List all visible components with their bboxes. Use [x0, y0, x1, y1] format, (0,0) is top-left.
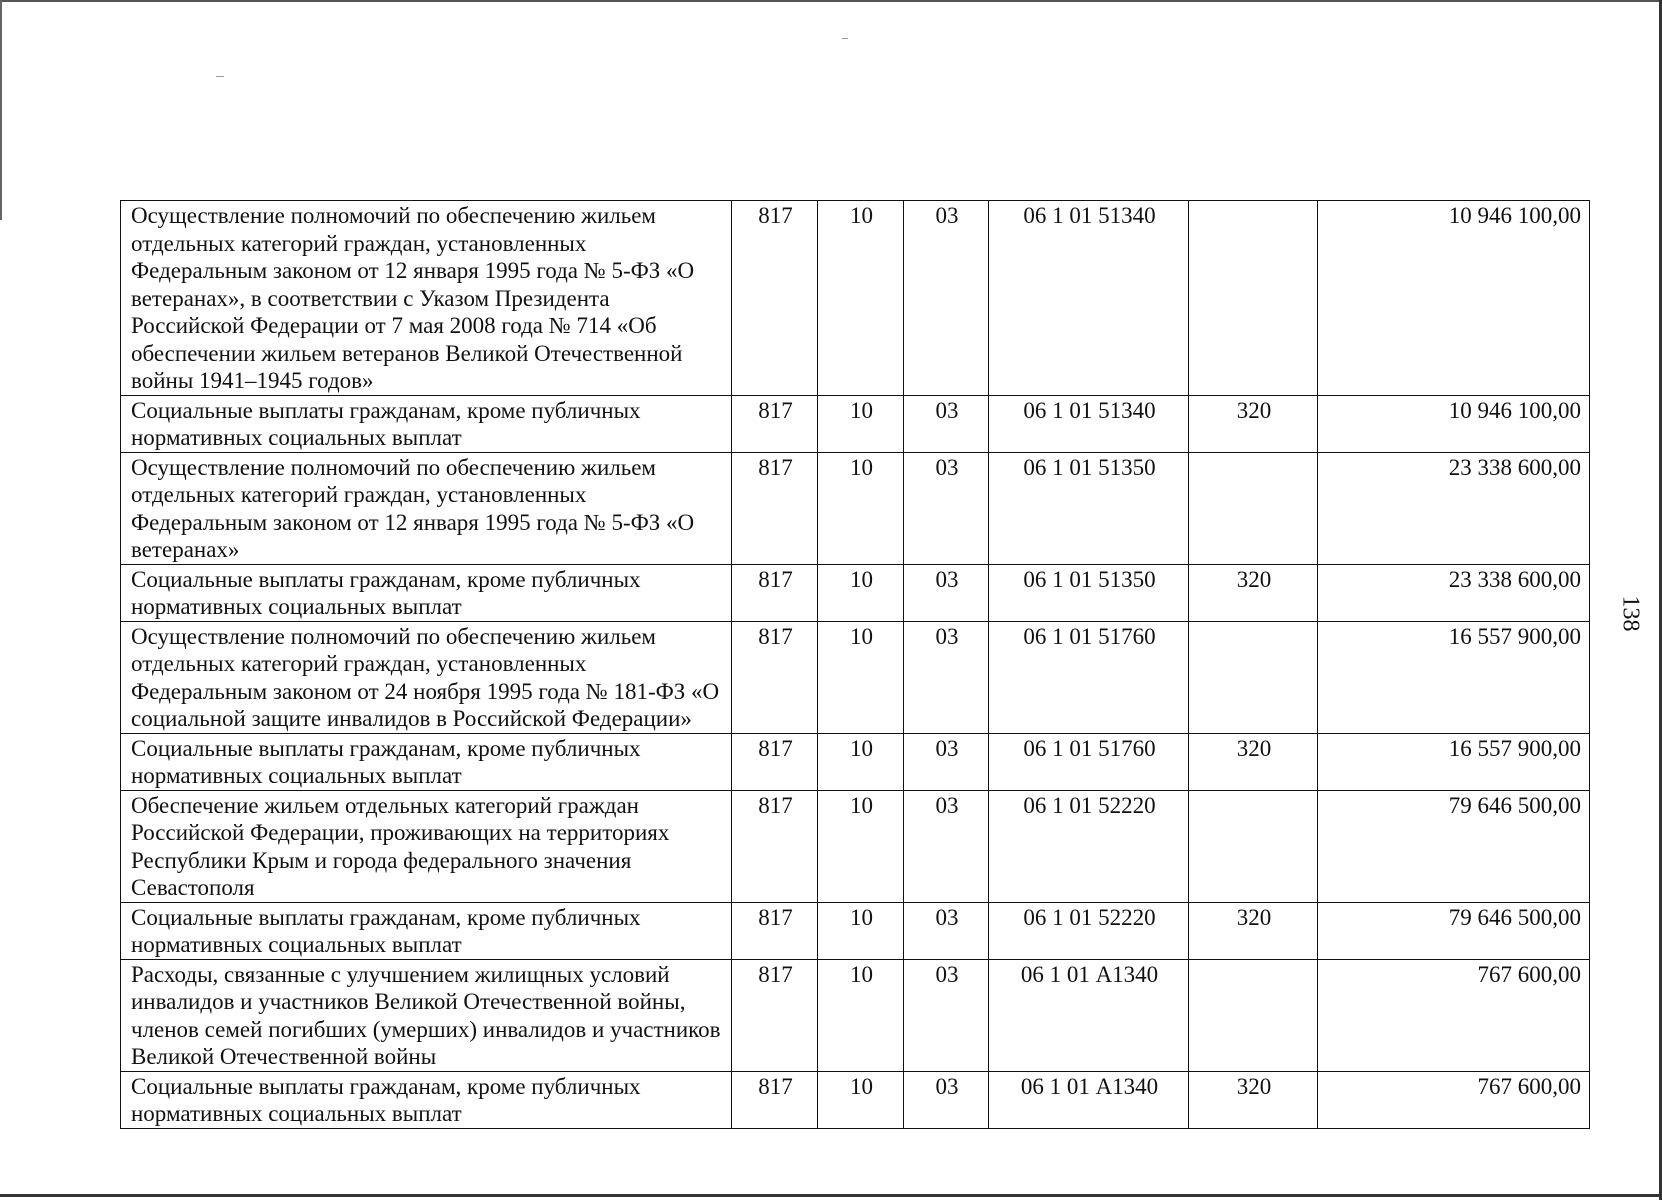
amount-cell: 10 946 100,00 [1318, 201, 1590, 396]
scan-speck [842, 38, 848, 39]
expense-type-cell: 320 [1189, 564, 1318, 621]
table-row [121, 959, 1590, 1071]
table-row [121, 621, 1590, 733]
ministry-code-cell: 817 [732, 1071, 818, 1128]
row-name-cell: Социальные выплаты гражданам, кроме публичных нормативных социальных выплат [121, 395, 732, 452]
row-name-cell: Расходы, связанные с улучшением жилищных условий инвалидов и участников Великой Отечественной войны, членов семей погибших (умерших) инвалидов и участников Великой Отечественной войны [121, 959, 732, 1071]
table-row [121, 790, 1590, 902]
table-row [121, 395, 1590, 452]
expense-type-cell: 320 [1189, 902, 1318, 959]
expense-type-cell [1189, 959, 1318, 1071]
table-row [121, 564, 1590, 621]
ministry-code-cell: 817 [732, 902, 818, 959]
section-code-cell: 10 [818, 733, 904, 790]
target-article-cell: 06 1 01 52220 [989, 790, 1189, 902]
target-article-cell: 06 1 01 51340 [989, 201, 1189, 396]
table-row [121, 201, 1590, 396]
budget-table [120, 200, 1590, 1129]
row-name-cell: Осуществление полномочий по обеспечению жильем отдельных категорий граждан, установленных Федеральным законом от 24 ноября 1995 года № 181-ФЗ «О социальной защите инвалидов в Российской Федерации» [121, 621, 732, 733]
row-name-cell: Социальные выплаты гражданам, кроме публичных нормативных социальных выплат [121, 564, 732, 621]
table-row [121, 733, 1590, 790]
row-name-cell: Осуществление полномочий по обеспечению жильем отдельных категорий граждан, установленных Федеральным законом от 12 января 1995 года № 5-ФЗ «О ветеранах», в соответствии с Указом Президента Российской Федерации от 7 мая 2008 года № 714 «Об обеспечении жильем ветеранов Великой Отечественной войны 1941–1945 годов» [121, 201, 732, 396]
target-article-cell: 06 1 01 51350 [989, 452, 1189, 564]
ministry-code-cell: 817 [732, 201, 818, 396]
expense-type-cell [1189, 201, 1318, 396]
ministry-code-cell: 817 [732, 564, 818, 621]
section-code-cell: 10 [818, 790, 904, 902]
section-code-cell: 10 [818, 201, 904, 396]
expense-type-cell [1189, 621, 1318, 733]
target-article-cell: 06 1 01 А1340 [989, 959, 1189, 1071]
section-code-cell: 10 [818, 621, 904, 733]
section-code-cell: 10 [818, 1071, 904, 1128]
expense-type-cell: 320 [1189, 733, 1318, 790]
budget-table-container [120, 200, 1589, 1129]
table-row [121, 1071, 1590, 1128]
amount-cell: 16 557 900,00 [1318, 733, 1590, 790]
amount-cell: 767 600,00 [1318, 959, 1590, 1071]
target-article-cell: 06 1 01 51760 [989, 621, 1189, 733]
table-row [121, 452, 1590, 564]
target-article-cell: 06 1 01 52220 [989, 902, 1189, 959]
scan-speck [216, 76, 224, 77]
ministry-code-cell: 817 [732, 452, 818, 564]
row-name-cell: Осуществление полномочий по обеспечению жильем отдельных категорий граждан, установленных Федеральным законом от 12 января 1995 года № 5-ФЗ «О ветеранах» [121, 452, 732, 564]
ministry-code-cell: 817 [732, 395, 818, 452]
row-name-cell: Социальные выплаты гражданам, кроме публичных нормативных социальных выплат [121, 1071, 732, 1128]
row-name-cell: Социальные выплаты гражданам, кроме публичных нормативных социальных выплат [121, 902, 732, 959]
expense-type-cell: 320 [1189, 1071, 1318, 1128]
expense-type-cell [1189, 790, 1318, 902]
amount-cell: 79 646 500,00 [1318, 902, 1590, 959]
amount-cell: 79 646 500,00 [1318, 790, 1590, 902]
scan-border-bottom [0, 1194, 1662, 1197]
target-article-cell: 06 1 01 51340 [989, 395, 1189, 452]
subsection-code-cell: 03 [904, 395, 989, 452]
subsection-code-cell: 03 [904, 959, 989, 1071]
section-code-cell: 10 [818, 902, 904, 959]
row-name-cell: Обеспечение жильем отдельных категорий граждан Российской Федерации, проживающих на территориях Республики Крым и города федерального значения Севастополя [121, 790, 732, 902]
expense-type-cell [1189, 452, 1318, 564]
amount-cell: 767 600,00 [1318, 1071, 1590, 1128]
section-code-cell: 10 [818, 452, 904, 564]
table-row [121, 902, 1590, 959]
target-article-cell: 06 1 01 51760 [989, 733, 1189, 790]
subsection-code-cell: 03 [904, 790, 989, 902]
page-number: 138 [1617, 595, 1644, 632]
subsection-code-cell: 03 [904, 621, 989, 733]
amount-cell: 16 557 900,00 [1318, 621, 1590, 733]
subsection-code-cell: 03 [904, 564, 989, 621]
scan-border-top [0, 0, 1662, 2]
scan-border-left [0, 0, 2, 220]
target-article-cell: 06 1 01 А1340 [989, 1071, 1189, 1128]
target-article-cell: 06 1 01 51350 [989, 564, 1189, 621]
section-code-cell: 10 [818, 959, 904, 1071]
amount-cell: 23 338 600,00 [1318, 452, 1590, 564]
subsection-code-cell: 03 [904, 1071, 989, 1128]
amount-cell: 23 338 600,00 [1318, 564, 1590, 621]
subsection-code-cell: 03 [904, 902, 989, 959]
section-code-cell: 10 [818, 395, 904, 452]
subsection-code-cell: 03 [904, 201, 989, 396]
row-name-cell: Социальные выплаты гражданам, кроме публичных нормативных социальных выплат [121, 733, 732, 790]
ministry-code-cell: 817 [732, 733, 818, 790]
subsection-code-cell: 03 [904, 733, 989, 790]
expense-type-cell: 320 [1189, 395, 1318, 452]
amount-cell: 10 946 100,00 [1318, 395, 1590, 452]
ministry-code-cell: 817 [732, 959, 818, 1071]
ministry-code-cell: 817 [732, 621, 818, 733]
ministry-code-cell: 817 [732, 790, 818, 902]
subsection-code-cell: 03 [904, 452, 989, 564]
section-code-cell: 10 [818, 564, 904, 621]
